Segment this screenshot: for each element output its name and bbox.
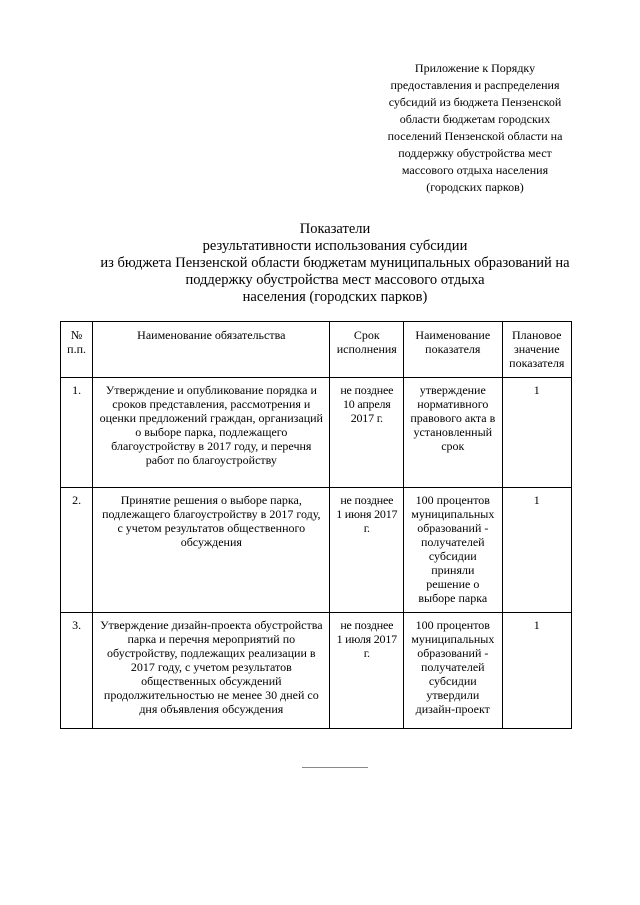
indicator-name: утверждение нормативного правового акта в установленный срок — [404, 378, 502, 488]
document-title — [60, 221, 610, 306]
deadline: не позднее 10 апреля 2017 г. — [330, 378, 404, 488]
appendix-line: поселений Пензенской области на — [387, 129, 563, 143]
title-line: из бюджета Пензенской области бюджетам муниципальных образований на — [100, 255, 570, 271]
planned-value: 1 — [502, 488, 571, 613]
indicators-table — [60, 321, 572, 729]
appendix-line: субсидий из бюджета Пензенской — [388, 95, 562, 109]
table-row — [61, 488, 572, 613]
planned-value: 1 — [502, 378, 571, 488]
appendix-line: (городских парков) — [426, 180, 524, 194]
appendix-line: Приложение к Порядку — [414, 61, 536, 75]
title-line: результативности использования субсидии — [202, 238, 468, 254]
appendix-line: массового отдыха населения — [401, 163, 549, 177]
table-header-row — [61, 322, 572, 378]
row-number: 2. — [61, 488, 93, 613]
header-num: № п.п. — [61, 322, 93, 378]
deadline: не позднее 1 июня 2017 г. — [330, 488, 404, 613]
appendix-note — [375, 60, 575, 196]
header-obligation-name: Наименование обязательства — [93, 322, 330, 378]
title-line: поддержку обустройства мест массового отдыха — [185, 272, 485, 288]
obligation-name: Утверждение дизайн-проекта обустройства парка и перечня мероприятий по обустройству, подлежащих реализации в 2017 году, с учетом результатов общественных обсуждений продолжительностью не менее 30 дней со дня объявления обсуждения — [93, 613, 330, 729]
appendix-line: предоставления и распределения — [390, 78, 560, 92]
row-number: 3. — [61, 613, 93, 729]
header-planned-value: Плановое значение показателя — [502, 322, 571, 378]
appendix-line: поддержку обустройства мест — [398, 146, 552, 160]
table-row — [61, 378, 572, 488]
indicator-name: 100 процентов муниципальных образований - получателей субсидии утвердили дизайн-проект — [404, 613, 502, 729]
table-row — [61, 613, 572, 729]
obligation-name: Утверждение и опубликование порядка и сроков представления, рассмотрения и оценки предложений граждан, организаций о выборе парка, подлежащего благоустройству в 2017 году, и перечня работ по благоустройству — [93, 378, 330, 488]
footer-divider — [302, 767, 368, 768]
header-indicator-name: Наименование показателя — [404, 322, 502, 378]
deadline: не позднее 1 июля 2017 г. — [330, 613, 404, 729]
indicator-name: 100 процентов муниципальных образований - получателей субсидии приняли решение о выборе парка — [404, 488, 502, 613]
row-number: 1. — [61, 378, 93, 488]
title-line: населения (городских парков) — [242, 289, 428, 305]
appendix-line: области бюджетам городских — [399, 112, 551, 126]
planned-value: 1 — [502, 613, 571, 729]
title-line: Показатели — [299, 221, 371, 237]
header-deadline: Срок исполнения — [330, 322, 404, 378]
obligation-name: Принятие решения о выборе парка, подлежащего благоустройству в 2017 году, с учетом результатов общественного обсуждения — [93, 488, 330, 613]
